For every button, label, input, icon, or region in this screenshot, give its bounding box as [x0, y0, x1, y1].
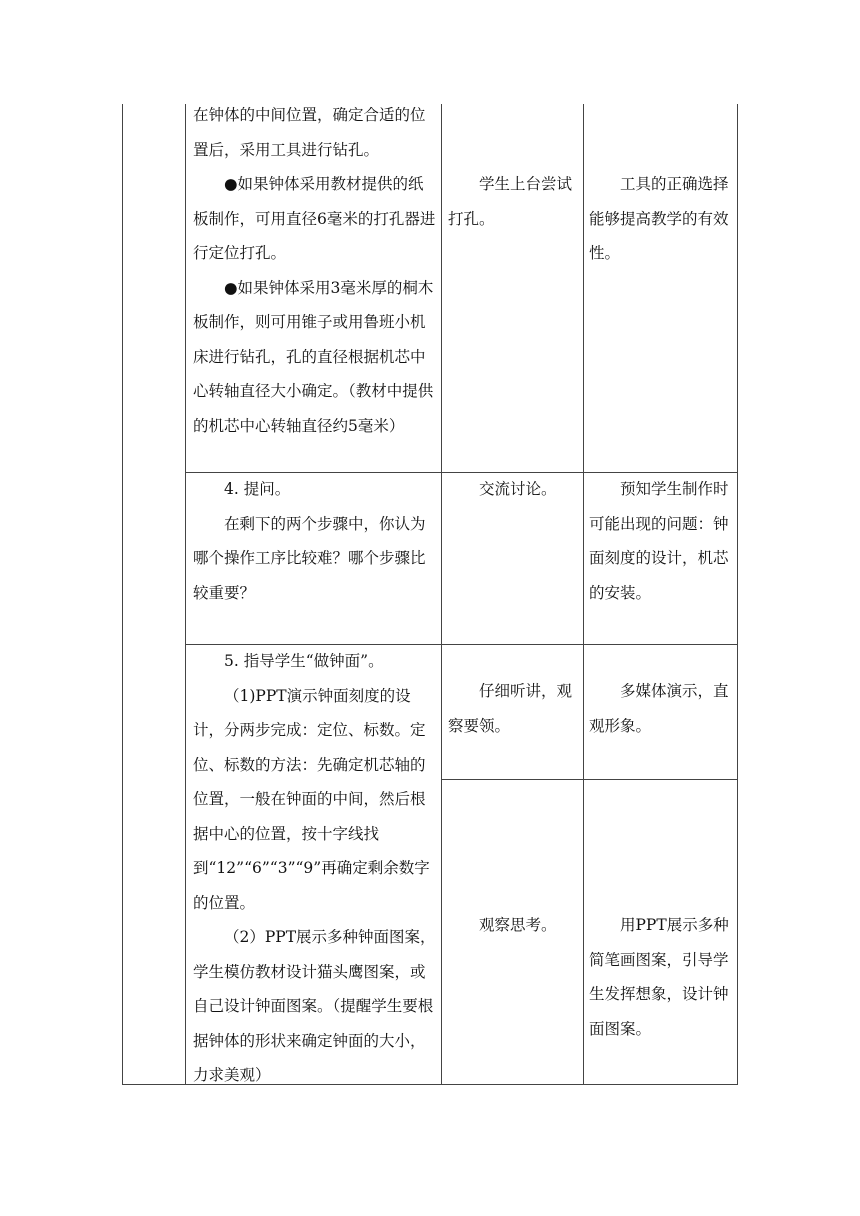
row-2-content-cell	[193, 472, 437, 610]
column-divider-2	[441, 104, 442, 1085]
row-3-content-para-2: （1)PPT演示钟面刻度的设计，分两步完成：定位、标数。定位、标数的方法：先确定机芯轴的位置，一般在钟面的中间，然后根据中心的位置，按十字线找到“12”“6”“3”“9”再确定剩余数字的位置。	[193, 686, 430, 912]
row-3-content-para-3: （2）PPT展示多种钟面图案，学生模仿教材设计猫头鹰图案，或自己设计钟面图案。（提醒学生要根据钟体的形状来确定钟面的大小，力求美观）	[193, 928, 436, 1084]
row-1-content-para-3: ●如果钟体采用3毫米厚的桐木板制作，则可用锥子或用鲁班小机床进行钻孔，孔的直径根据机芯中心转轴直径大小确定。（教材中提供的机芯中心转轴直径约5毫米）	[193, 278, 434, 435]
row-3-design-intent-ppt: 用PPT展示多种简笔画图案，引导学生发挥想象，设计钟面图案。	[589, 916, 729, 1038]
row-3-design-intent-multimedia: 多媒体演示，直观形象。	[589, 682, 729, 735]
column-divider-3	[583, 104, 584, 1085]
row-1-design-intent: 工具的正确选择能够提高教学的有效性。	[589, 175, 729, 262]
table-border-right	[737, 104, 738, 1085]
row-1-student-activity: 学生上台尝试打孔。	[448, 175, 573, 228]
row-2-content-para-2: 在剩下的两个步骤中，你认为哪个操作工序比较难？哪个步骤比较重要？	[193, 514, 426, 602]
row-1-content-para-1: 在钟体的中间位置，确定合适的位置后，采用工具进行钻孔。	[193, 106, 426, 159]
row-1-content-cell	[193, 98, 437, 443]
row-divider-3	[441, 779, 738, 780]
row-2-content-para-1: 4. 提问。	[224, 480, 291, 498]
row-3-content-para-1: 5. 指导学生“做钟面”。	[224, 652, 384, 670]
row-3-content-cell	[193, 644, 437, 1093]
row-3-student-activity-observe: 观察思考。	[479, 916, 557, 934]
row-3-student-activity-listen: 仔细听讲，观察要领。	[448, 682, 573, 735]
row-2-design-intent: 预知学生制作时可能出现的问题：钟面刻度的设计，机芯的安装。	[589, 480, 729, 602]
table-border-left	[122, 104, 123, 1085]
row-2-student-activity: 交流讨论。	[479, 480, 557, 498]
row-1-content-para-2: ●如果钟体采用教材提供的纸板制作，可用直径6毫米的打孔器进行定位打孔。	[193, 175, 436, 262]
column-divider-1	[185, 104, 186, 1085]
